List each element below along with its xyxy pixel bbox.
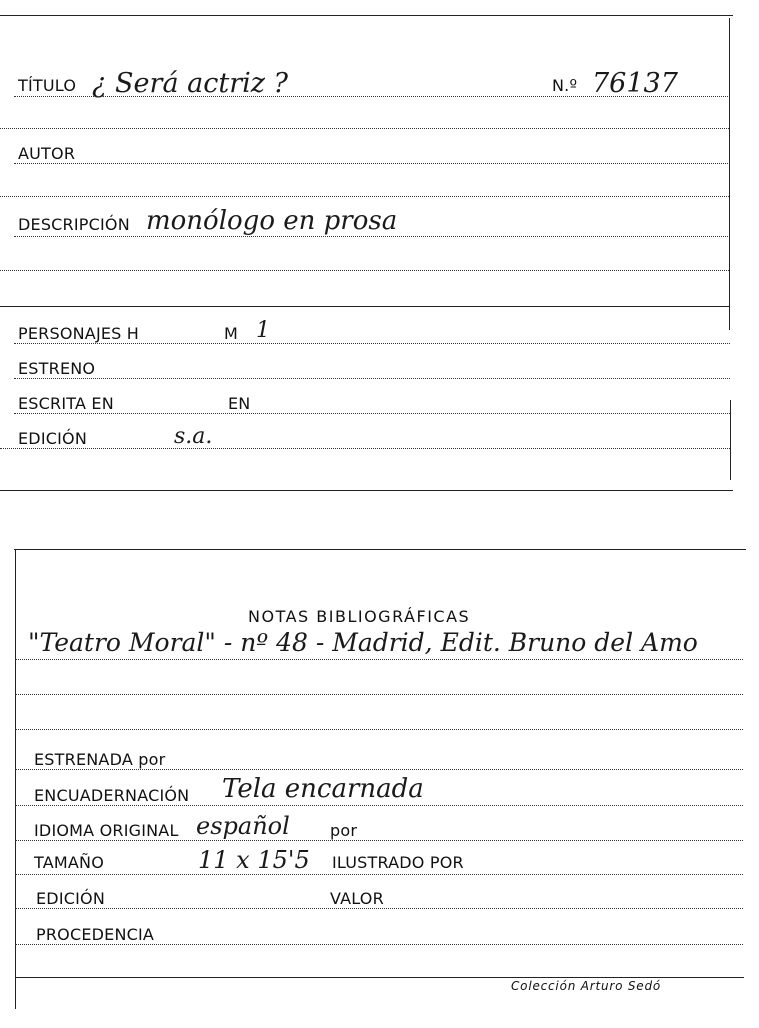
idioma-rule — [15, 840, 743, 841]
card1-rule — [0, 196, 729, 197]
card2-rule — [15, 694, 743, 695]
personajes-m-label: M — [224, 324, 239, 343]
card2-left-border — [15, 549, 16, 1009]
card1-bottom-border — [0, 490, 733, 491]
descripcion-label: DESCRIPCIÓN — [18, 215, 130, 234]
numero-value: 76137 — [592, 68, 678, 99]
estrenada-rule — [15, 769, 743, 770]
card1-rule — [0, 270, 729, 271]
edicion2-label: EDICIÓN — [36, 889, 106, 908]
numero-label: N.º — [552, 76, 578, 95]
edicion-value: s.a. — [174, 424, 213, 449]
tamano-label: TAMAÑO — [34, 853, 104, 872]
idioma-label: IDIOMA ORIGINAL — [34, 821, 179, 840]
encuadernacion-label: ENCUADERNACIÓN — [34, 786, 190, 805]
valor-label: VALOR — [330, 889, 384, 908]
tamano-rule — [15, 874, 743, 875]
autor-label: AUTOR — [18, 144, 76, 163]
card1-right-border — [729, 18, 730, 330]
card1-right-border-lower — [730, 400, 731, 480]
encuadernacion-value: Tela encarnada — [222, 774, 424, 804]
autor-rule — [14, 163, 728, 164]
titulo-label: TÍTULO — [18, 76, 77, 95]
edicion-rule — [0, 448, 730, 449]
card2-bottom-border — [15, 977, 744, 978]
descripcion-value: monólogo en prosa — [146, 206, 398, 236]
escrita-rule — [14, 413, 730, 414]
tamano-value: 11 x 15'5 — [198, 846, 310, 874]
titulo-rule — [14, 96, 728, 97]
personajes-m-value: 1 — [256, 318, 270, 343]
card1-separator — [0, 306, 729, 307]
personajes-label: PERSONAJES H — [18, 324, 140, 343]
estreno-rule — [14, 378, 730, 379]
card1-top-border — [0, 15, 733, 16]
estrenada-label: ESTRENADA por — [34, 750, 166, 769]
card2-rule — [15, 729, 743, 730]
ilustrado-label: ILUSTRADO POR — [332, 853, 464, 872]
escrita-en-label: ESCRITA EN — [18, 394, 114, 413]
procedencia-label: PROCEDENCIA — [36, 925, 155, 944]
card1-rule — [0, 128, 729, 129]
notas-heading: NOTAS BIBLIOGRÁFICAS — [248, 607, 471, 626]
descripcion-rule — [14, 236, 728, 237]
coleccion-label: Colección Arturo Sedó — [511, 979, 662, 993]
por-label: por — [330, 821, 358, 840]
personajes-rule — [14, 343, 730, 344]
card2-top-border — [14, 549, 746, 550]
procedencia-rule — [15, 944, 743, 945]
notas-rule — [15, 659, 743, 660]
edicion-label: EDICIÓN — [18, 429, 88, 448]
encuadernacion-rule — [15, 805, 743, 806]
edicion2-rule — [15, 908, 743, 909]
idioma-value: español — [196, 812, 290, 840]
en-label: EN — [228, 394, 251, 413]
notas-value: "Teatro Moral" - nº 48 - Madrid, Edit. Bruno del Amo — [28, 628, 698, 657]
titulo-value: ¿ Será actriz ? — [92, 68, 289, 99]
estreno-label: ESTRENO — [18, 359, 96, 378]
